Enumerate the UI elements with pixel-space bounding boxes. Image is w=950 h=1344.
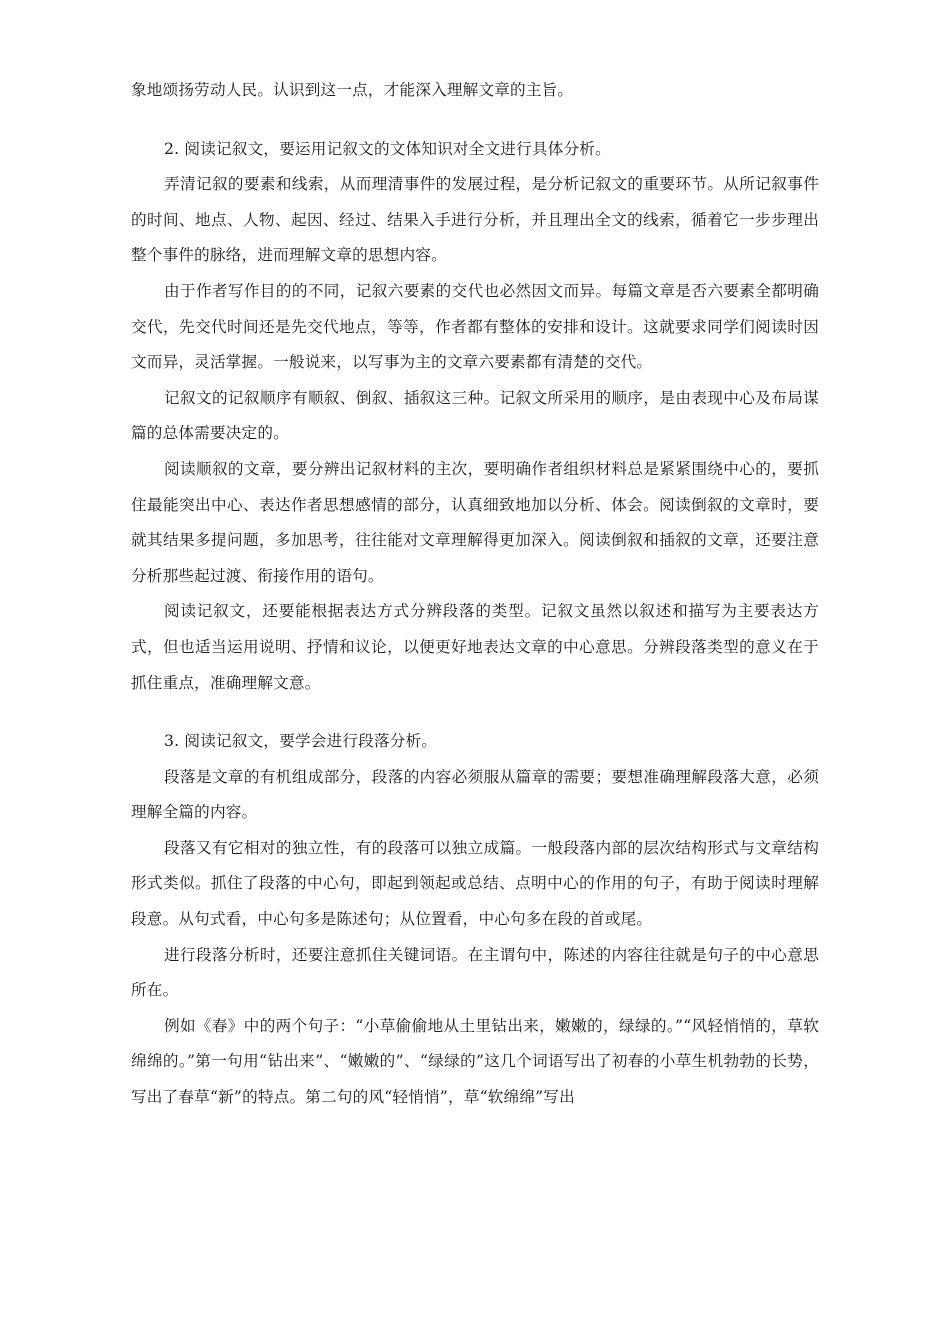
section-heading-3: 3. 阅读记叙文，要学会进行段落分析。 [164, 732, 438, 751]
paragraph: 阅读顺叙的文章，要分辨出记叙材料的主次，要明确作者组织材料总是紧紧围绕中心的，要抓住最能突出中心、表达作者思想感情的部分，认真细致地加以分析、体会。阅读倒叙的文章时，要就其结果多提问题，多加思考，往往能对文章理解得更加深入。阅读倒叙和插叙的文章，还要注意分析那些起过渡、衔接作用的语句。 [131, 459, 819, 585]
paragraph: 弄清记叙的要素和线索，从而理清事件的发展过程，是分析记叙文的重要环节。从所记叙事件的时间、地点、人物、起因、经过、结果入手进行分析，并且理出全文的线索，循着它一步步理出整个事件的脉络，进而理解文章的思想内容。 [131, 175, 819, 265]
section-heading-2: 2. 阅读记叙文，要运用记叙文的文体知识对全文进行具体分析。 [164, 139, 611, 158]
paragraph: 由于作者写作目的的不同，记叙六要素的交代也必然因文而异。每篇文章是否六要素全都明确交代，先交代时间还是先交代地点，等等，作者都有整体的安排和设计。这就要求同学们阅读时因文而异，灵活掌握。一般说来，以写事为主的文章六要素都有清楚的交代。 [131, 281, 819, 372]
document-body [131, 73, 819, 1116]
paragraph: 进行段落分析时，还要注意抓住关键词语。在主谓句中，陈述的内容往往就是句子的中心意思所在。 [131, 945, 819, 1000]
paragraph: 例如《春》中的两个句子：“小草偷偷地从土里钻出来，嫩嫩的，绿绿的。”“风轻悄悄的，草软绵绵的。”第一句用“钻出来”、“嫩嫩的”、“绿绿的”这几个词语写出了初春的小草生机勃勃的长势，写出了春草“新”的特点。第二句的风“轻悄悄”，草“软绵绵”写出 [131, 1016, 819, 1107]
paragraph: 段落是文章的有机组成部分，段落的内容必须服从篇章的需要；要想准确理解段落大意，必须理解全篇的内容。 [131, 767, 819, 822]
paragraph: 阅读记叙文，还要能根据表达方式分辨段落的类型。记叙文虽然以叙述和描写为主要表达方式，但也适当运用说明、抒情和议论，以便更好地表达文章的中心意思。分辨段落类型的意义在于抓住重点，准确理解文意。 [131, 602, 819, 692]
paragraph-continuation: 象地颂扬劳动人民。认识到这一点，才能深入理解文章的主旨。 [131, 81, 574, 99]
paragraph: 记叙文的记叙顺序有顺叙、倒叙、插叙这三种。记叙文所采用的顺序，是由表现中心及布局谋篇的总体需要决定的。 [131, 388, 819, 443]
paragraph: 段落又有它相对的独立性，有的段落可以独立成篇。一般段落内部的层次结构形式与文章结构形式类似。抓住了段落的中心句，即起到领起或总结、点明中心的作用的句子，有助于阅读时理解段意。从句式看，中心句多是陈述句；从位置看，中心句多在段的首或尾。 [131, 838, 819, 929]
